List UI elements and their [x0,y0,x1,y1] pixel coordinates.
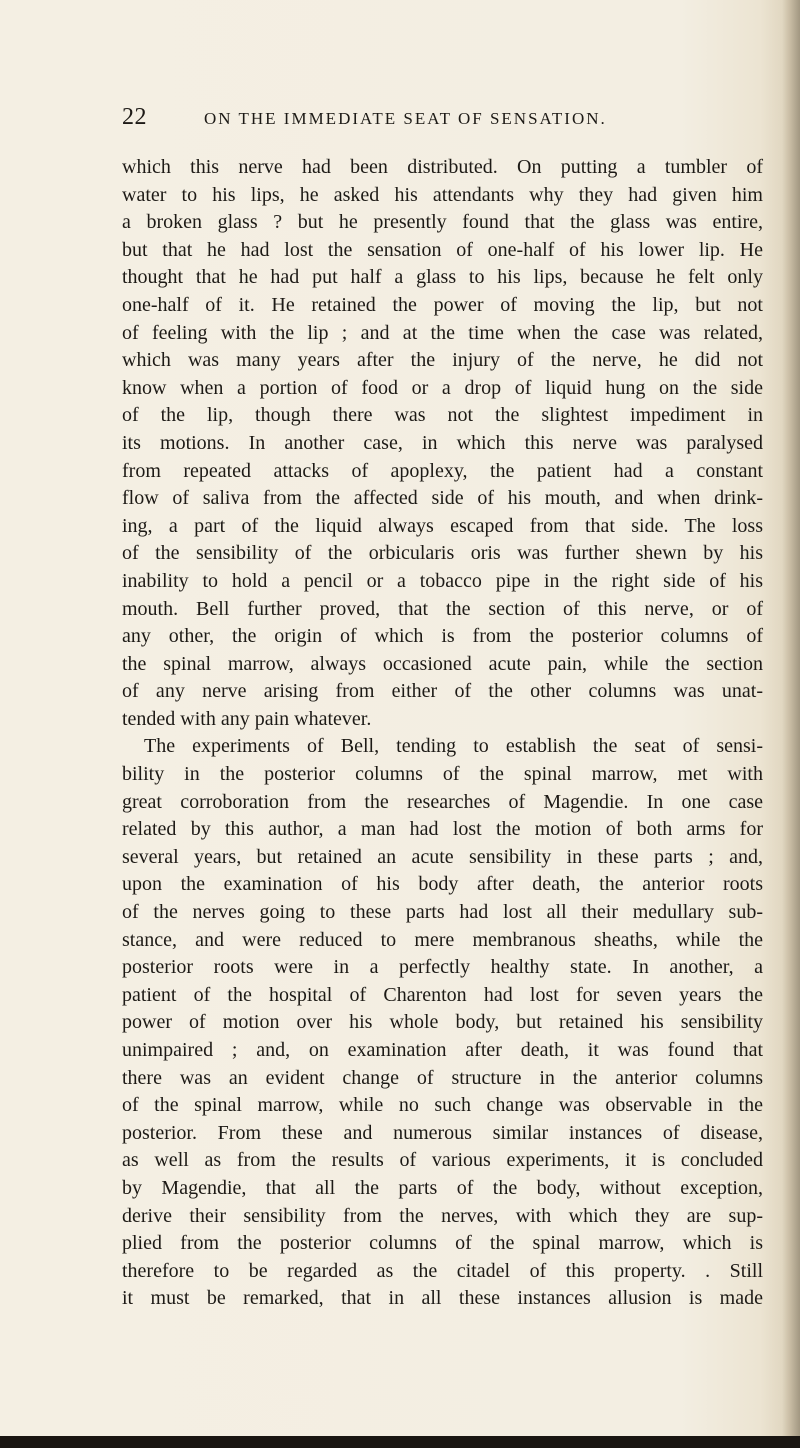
text-line: patient of the hospital of Charenton had lost for seven years the [122,983,763,1006]
text-line: of the spinal marrow, while no such change was observable in the [122,1094,763,1117]
text-line: unimpaired ; and, on examination after death, it was found that [122,1039,763,1061]
text-line: any other, the origin of which is from the posterior columns of [122,625,763,648]
text-line: from repeated attacks of apoplexy, the patient had a constant [122,459,763,482]
text-line: a broken glass ? but he presently found that the glass was entire, [122,211,763,234]
text-line: ing, a part of the liquid always escaped from that side. The loss [122,514,763,537]
text-line: flow of saliva from the affected side of his mouth, and when drink- [122,487,763,510]
text-line: posterior. From these and numerous similar instances of disease, [122,1121,763,1144]
text-line: stance, and were reduced to mere membranous sheaths, while the [122,928,763,951]
text-line: related by this author, a man had lost the motion of both arms for [122,818,763,841]
text-line: plied from the posterior columns of the spinal marrow, which is [122,1232,763,1255]
text-line: power of motion over his whole body, but retained his sensibility [122,1011,763,1034]
text-line: mouth. Bell further proved, that the section of this nerve, or of [122,597,763,620]
text-line: by Magendie, that all the parts of the body, without exception, [122,1176,763,1199]
text-line: as well as from the results of various experiments, it is concluded [122,1149,763,1172]
page-number: 22 [122,104,147,130]
text-line: there was an evident change of structure in the anterior columns [122,1066,763,1089]
text-line: derive their sensibility from the nerves, with which they are sup- [122,1204,763,1227]
text-line: know when a portion of food or a drop of liquid hung on the side [122,376,763,399]
text-line-paragraph-start: The experiments of Bell, tending to establish the seat of sensi- [144,735,763,758]
text-line: water to his lips, he asked his attendants why they had given him [122,183,763,206]
running-head [122,104,762,134]
text-line: of any nerve arising from either of the other columns was unat- [122,680,763,703]
text-line: posterior roots were in a perfectly healthy state. In another, a [122,956,763,979]
text-line: several years, but retained an acute sensibility in these parts ; and, [122,845,763,868]
text-line: great corroboration from the researches of Magendie. In one case [122,790,763,813]
text-line: of the lip, though there was not the slightest impediment in [122,404,763,427]
text-line: the spinal marrow, always occasioned acute pain, while the section [122,652,763,675]
text-line: of the nerves going to these parts had lost all their medullary sub- [122,901,763,924]
text-line-paragraph-end: tended with any pain whatever. [122,707,372,730]
text-line: of the sensibility of the orbicularis oris was further shewn by his [122,542,763,565]
text-line: which this nerve had been distributed. On putting a tumbler of [122,156,763,178]
text-line: its motions. In another case, in which this nerve was paralysed [122,431,763,454]
text-line: one-half of it. He retained the power of moving the lip, but not [122,293,763,316]
text-line: which was many years after the injury of the nerve, he did not [122,349,763,372]
running-title: ON THE IMMEDIATE SEAT OF SENSATION. [204,109,607,128]
page-edge-shadow [782,0,800,1448]
text-line: upon the examination of his body after death, the anterior roots [122,873,763,896]
bottom-edge-band [0,1436,800,1448]
text-line: but that he had lost the sensation of one-half of his lower lip. He [122,238,763,261]
text-line: inability to hold a pencil or a tobacco pipe in the right side of his [122,569,763,592]
text-line: bility in the posterior columns of the spinal marrow, met with [122,763,763,786]
text-line: of feeling with the lip ; and at the time when the case was related, [122,321,763,344]
text-line: it must be remarked, that in all these instances allusion is made [122,1287,763,1310]
body-text [122,154,763,1313]
text-line: thought that he had put half a glass to his lips, because he felt only [122,266,763,289]
text-line: therefore to be regarded as the citadel of this property. . Still [122,1259,763,1282]
